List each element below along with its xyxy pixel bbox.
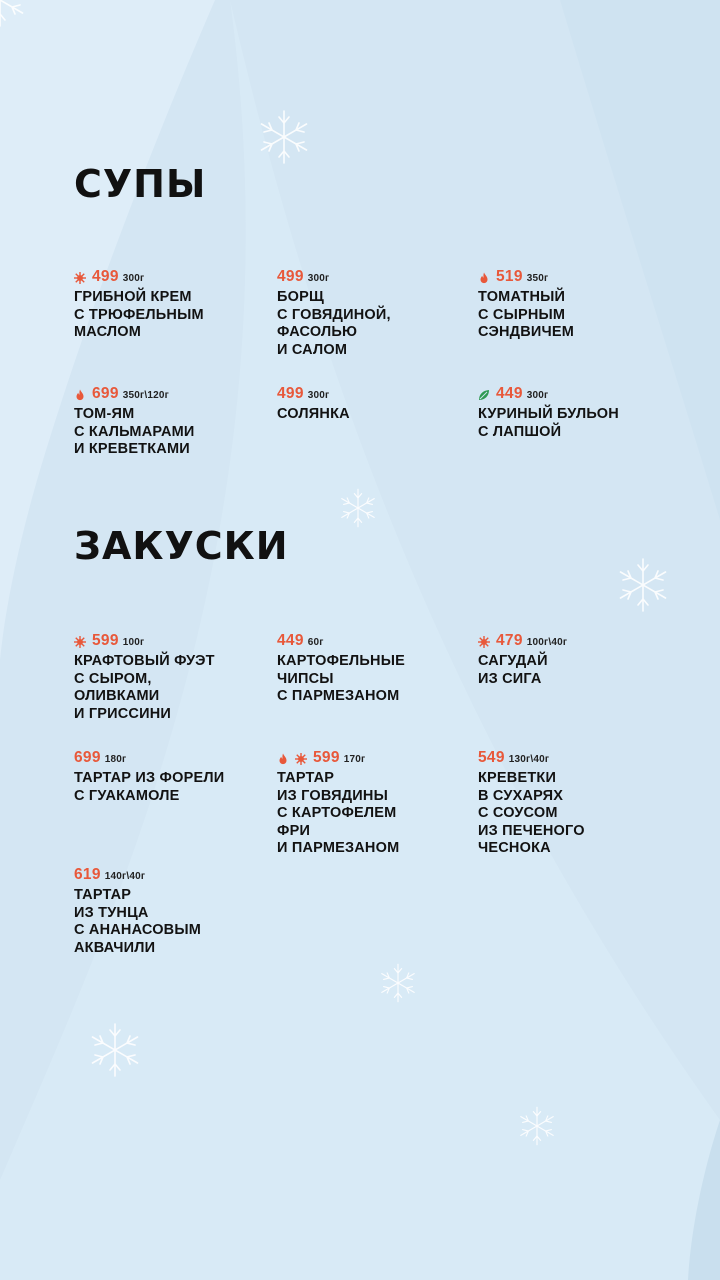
item-name-line: С ГОВЯДИНОЙ, xyxy=(277,306,391,323)
item-name-line: И КРЕВЕТКАМИ xyxy=(74,441,190,457)
item-name-line: С ГУАКАМОЛЕ xyxy=(74,787,180,804)
item-name-line: И ГРИССИНИ xyxy=(74,705,172,722)
item-name xyxy=(74,406,277,459)
item-name xyxy=(74,653,277,723)
item-name-line: С СЫРОМ, xyxy=(74,670,152,687)
item-name-line: С АНАНАСОВЫМ xyxy=(74,922,202,938)
item-price: 499 xyxy=(277,268,304,285)
snacks-grid xyxy=(74,632,674,983)
item-name-line: С СОУСОМ xyxy=(478,805,558,821)
flame-icon xyxy=(74,389,86,401)
item-name-line: С КАЛЬМАРАМИ xyxy=(74,423,195,440)
item-weight: 300г xyxy=(307,390,330,401)
price-line xyxy=(478,385,674,405)
menu-item xyxy=(74,385,277,502)
item-price: 599 xyxy=(313,749,340,766)
menu-item xyxy=(277,749,478,866)
item-price: 699 xyxy=(74,749,101,766)
item-price: 599 xyxy=(92,632,119,649)
item-weight: 300г xyxy=(307,273,330,284)
item-name-line: ТАРТАР xyxy=(277,770,335,786)
spicy-icon xyxy=(295,753,307,765)
menu-item xyxy=(478,268,674,385)
item-name-line: ФРИ xyxy=(277,822,311,839)
item-name-line: ИЗ СИГА xyxy=(478,670,542,687)
item-name-line: ФАСОЛЬЮ xyxy=(277,324,358,340)
item-weight: 100г\40г xyxy=(526,637,568,648)
menu-item xyxy=(277,632,478,749)
item-name-line: ТАРТАР xyxy=(74,887,132,903)
section-title-soups: СУПЫ xyxy=(74,162,207,206)
item-weight: 350г\120г xyxy=(122,390,170,401)
item-price: 449 xyxy=(496,385,523,402)
item-name xyxy=(74,289,277,342)
item-name xyxy=(277,406,478,424)
price-line xyxy=(277,632,478,652)
price-line xyxy=(74,385,277,405)
item-name xyxy=(478,289,674,342)
item-name-line: ИЗ ТУНЦА xyxy=(74,904,149,921)
menu-item xyxy=(478,749,674,866)
item-price: 519 xyxy=(496,268,523,285)
item-name-line: И САЛОМ xyxy=(277,341,348,358)
menu-item xyxy=(478,632,674,749)
item-name-line: ЧЕСНОКА xyxy=(478,840,551,856)
item-name-line: ГРИБНОЙ КРЕМ xyxy=(74,289,192,305)
item-name-line: ТОМ-ЯМ xyxy=(74,406,135,422)
item-name-line: АКВАЧИЛИ xyxy=(74,939,156,956)
menu-item xyxy=(74,268,277,385)
menu-item xyxy=(277,385,478,502)
item-name-line: САГУДАЙ xyxy=(478,653,548,669)
item-name-line: ОЛИВКАМИ xyxy=(74,688,160,704)
spicy-icon xyxy=(478,636,490,648)
menu-item xyxy=(74,632,277,749)
price-line xyxy=(74,749,277,769)
item-name xyxy=(74,887,277,957)
item-name-line: И ПАРМЕЗАНОМ xyxy=(277,840,400,856)
item-name xyxy=(478,406,674,441)
price-line xyxy=(74,866,277,886)
item-name xyxy=(478,770,674,858)
spicy-icon xyxy=(74,272,86,284)
item-name-line: ТОМАТНЫЙ xyxy=(478,289,566,305)
item-weight: 170г xyxy=(343,754,366,765)
section-title-snacks: ЗАКУСКИ xyxy=(74,524,289,568)
item-weight: 180г xyxy=(104,754,127,765)
item-name-line: КУРИНЫЙ БУЛЬОН xyxy=(478,406,619,422)
menu-item xyxy=(478,385,674,502)
item-weight: 100г xyxy=(122,637,145,648)
item-name-line: В СУХАРЯХ xyxy=(478,787,564,804)
item-name xyxy=(277,289,478,359)
item-name-line: ИЗ ГОВЯДИНЫ xyxy=(277,787,388,804)
menu-item xyxy=(74,866,277,983)
flame-icon xyxy=(277,753,289,765)
item-weight: 130г\40г xyxy=(508,754,550,765)
item-name xyxy=(277,770,478,858)
item-name-line: С ПАРМЕЗАНОМ xyxy=(277,688,400,704)
item-name-line: С КАРТОФЕЛЕМ xyxy=(277,805,397,821)
price-line xyxy=(478,268,674,288)
item-name-line: ИЗ ПЕЧЕНОГО xyxy=(478,822,585,839)
item-price: 549 xyxy=(478,749,505,766)
item-name-line: КРЕВЕТКИ xyxy=(478,770,557,786)
leaf-icon xyxy=(478,389,490,401)
price-line xyxy=(74,268,277,288)
item-price: 449 xyxy=(277,632,304,649)
item-name xyxy=(277,653,478,706)
item-name-line: КАРТОФЕЛЬНЫЕ xyxy=(277,653,405,669)
item-weight: 60г xyxy=(307,637,324,648)
flame-icon xyxy=(478,272,490,284)
price-line xyxy=(277,268,478,288)
item-weight: 350г xyxy=(526,273,549,284)
item-price: 699 xyxy=(92,385,119,402)
item-name-line: ТАРТАР ИЗ ФОРЕЛИ xyxy=(74,770,225,786)
item-name xyxy=(478,653,674,688)
spicy-icon xyxy=(74,636,86,648)
item-weight: 300г xyxy=(526,390,549,401)
price-line xyxy=(478,632,674,652)
item-name-line: ЧИПСЫ xyxy=(277,670,334,687)
price-line xyxy=(277,749,478,769)
price-line xyxy=(478,749,674,769)
item-weight: 140г\40г xyxy=(104,871,146,882)
price-line xyxy=(277,385,478,405)
item-price: 499 xyxy=(277,385,304,402)
item-name-line: МАСЛОМ xyxy=(74,324,142,340)
item-price: 619 xyxy=(74,866,101,883)
item-weight: 300г xyxy=(122,273,145,284)
item-name-line: БОРЩ xyxy=(277,289,324,305)
item-name-line: КРАФТОВЫЙ ФУЭТ xyxy=(74,653,215,669)
item-name-line: С СЫРНЫМ xyxy=(478,306,566,323)
soups-grid xyxy=(74,268,674,502)
item-name xyxy=(74,770,277,805)
item-price: 479 xyxy=(496,632,523,649)
item-name-line: СЭНДВИЧЕМ xyxy=(478,324,575,340)
menu-item xyxy=(277,268,478,385)
item-name-line: СОЛЯНКА xyxy=(277,406,350,422)
item-name-line: С ЛАПШОЙ xyxy=(478,423,562,440)
price-line xyxy=(74,632,277,652)
menu-item xyxy=(74,749,277,866)
item-price: 499 xyxy=(92,268,119,285)
item-name-line: С ТРЮФЕЛЬНЫМ xyxy=(74,306,204,323)
